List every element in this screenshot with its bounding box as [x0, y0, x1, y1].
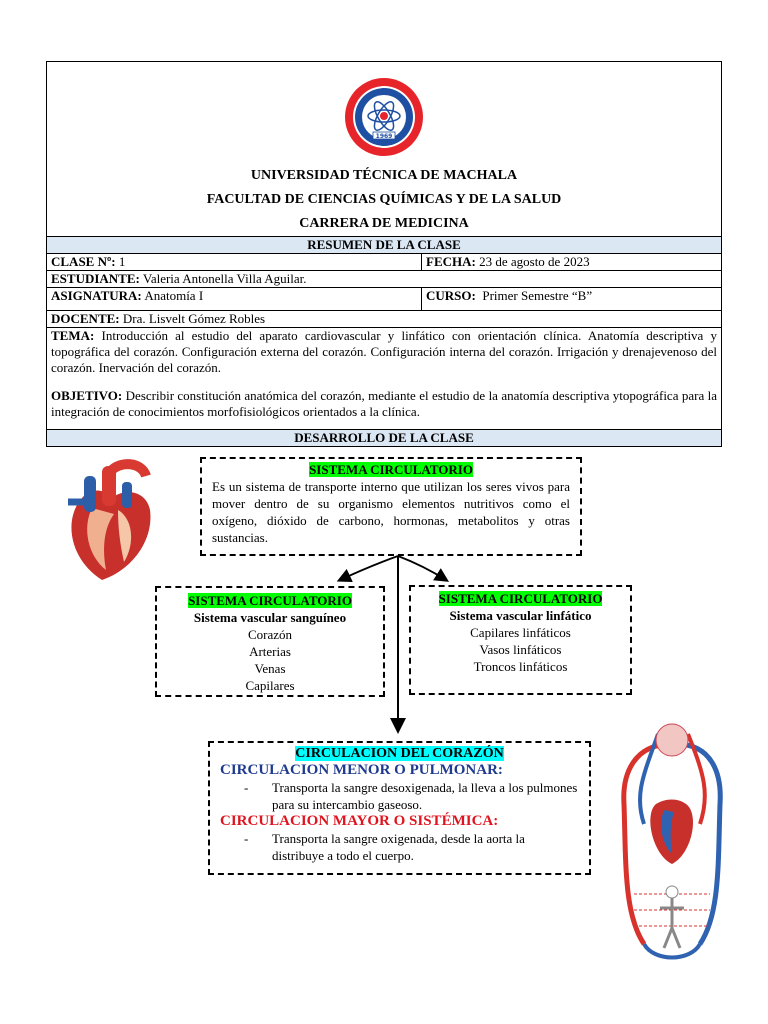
left-box-item: Arterias	[249, 644, 291, 659]
clase-cell: CLASE Nº: 1	[47, 254, 422, 271]
fecha-cell: FECHA: 23 de agosto de 2023	[422, 254, 722, 271]
docente-cell: DOCENTE: Dra. Lisvelt Gómez Robles	[47, 311, 722, 328]
systemic-text: Transporta la sangre oxigenada, desde la aorta la distribuye a todo el cuerpo.	[272, 831, 525, 863]
left-box-subtitle: Sistema vascular sanguíneo	[193, 610, 347, 625]
career-name: CARRERA DE MEDICINA	[299, 216, 469, 231]
right-box-title: SISTEMA CIRCULATORIO	[438, 591, 603, 606]
objetivo-block: OBJETIVO: Describir constitución anatómica del corazón, mediante el estudio de la anatomía descriptiva ytopográfica para la integración de conocimientos morfofisiológicos orientados a la clínica.	[51, 388, 717, 419]
desarrollo-band: DESARROLLO DE LA CLASE	[47, 430, 722, 447]
pulmonary-text: Transporta la sangre desoxigenada, la lleva a los pulmones para su intercambio gaseoso.	[272, 780, 578, 812]
fecha-value: 23 de agosto de 2023	[479, 254, 590, 269]
main-box-title: SISTEMA CIRCULATORIO	[309, 462, 473, 477]
asignatura-cell: ASIGNATURA: Anatomía I	[47, 288, 422, 311]
heart-box-title: CIRCULACION DEL CORAZÓN	[295, 746, 504, 761]
docente-value: Dra. Lisvelt Gómez Robles	[122, 311, 266, 326]
university-name: UNIVERSIDAD TÉCNICA DE MACHALA	[250, 168, 518, 183]
summary-band: RESUMEN DE LA CLASE	[47, 237, 722, 254]
systemic-item: - Transporta la sangre oxigenada, desde la aorta la distribuye a todo el cuerpo.	[244, 831, 525, 863]
logo-year: 1969	[375, 133, 393, 140]
clase-value: 1	[118, 254, 126, 269]
tema-block: TEMA: Introducción al estudio del aparato cardiovascular y linfático con orientación clínica. Anatomía descriptiva y topográfica del corazón. Configuración externa del corazón. Configuración interna del corazón. Irrigación y drenajevenoso del corazón. Inervación del corazón.	[51, 328, 717, 375]
tema-value: Introducción al estudio del aparato cardiovascular y linfático con orientación clínica. Anatomía descriptiva y topográfica del corazón. Configuración externa del corazón. Configuración interna del corazón. Irrigación y drenajevenoso del corazón. Inervación del corazón.	[51, 328, 717, 375]
right-box-item: Capilares linfáticos	[470, 625, 571, 640]
curso-cell: CURSO: Primer Semestre “B”	[422, 288, 722, 311]
estudiante-value: Valeria Antonella Villa Aguilar.	[142, 271, 307, 286]
faculty-name: FACULTAD DE CIENCIAS QUÍMICAS Y DE LA SALUD	[206, 192, 562, 207]
right-box-subtitle: Sistema vascular linfático	[449, 608, 592, 623]
circulation-diagram-image	[614, 714, 730, 970]
left-box-title: SISTEMA CIRCULATORIO	[188, 593, 352, 608]
right-box-item: Vasos linfáticos	[479, 642, 562, 657]
estudiante-cell: ESTUDIANTE: Valeria Antonella Villa Aguilar.	[47, 271, 722, 288]
pulmonary-item: - Transporta la sangre desoxigenada, la lleva a los pulmones para su intercambio gaseoso.	[244, 780, 578, 812]
systemic-title: CIRCULACION MAYOR O SISTÉMICA:	[220, 813, 499, 829]
right-box-item: Troncos linfáticos	[473, 659, 568, 674]
pulmonary-title: CIRCULACION MENOR O PULMONAR:	[220, 762, 503, 778]
main-box-text: Es un sistema de transporte interno que utilizan los seres vivos para mover dentro de su organismo elementos nutritivos como el oxígeno, dióxido de carbono, hormonas, metabolitos y otras sustancias.	[212, 479, 570, 545]
objetivo-value: Describir constitución anatómica del corazón, mediante el estudio de la anatomía descriptiva ytopográfica para la integración de conocimientos morfofisiológicos orientados a la clínica.	[51, 388, 717, 419]
left-box-item: Venas	[254, 661, 286, 676]
lymphatic-vascular-box	[409, 585, 632, 695]
circulatory-system-box	[200, 457, 582, 556]
blood-vascular-box	[155, 586, 385, 697]
asignatura-value: Anatomía I	[144, 288, 204, 303]
left-box-item: Corazón	[247, 627, 293, 642]
left-box-item: Capilares	[245, 678, 295, 693]
curso-value: Primer Semestre “B”	[482, 288, 593, 303]
heart-circulation-box	[208, 741, 591, 875]
